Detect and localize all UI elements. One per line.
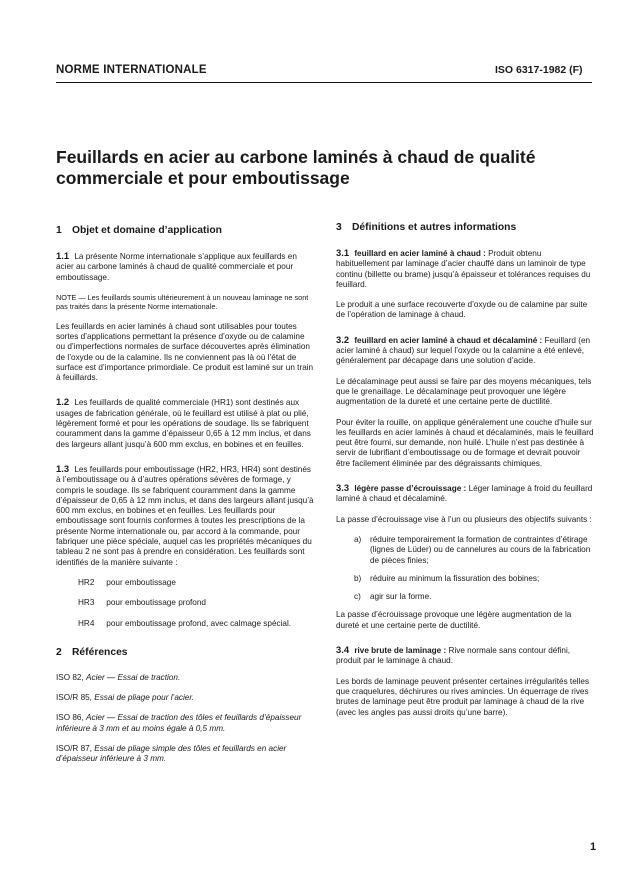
defined-term: rive brute de laminage : <box>354 646 447 656</box>
list-label: b) <box>354 573 362 583</box>
list-text: réduire au minimum la fissuration des bobines; <box>370 573 540 583</box>
reference-code: ISO 82, <box>56 672 84 682</box>
section-title: Références <box>72 646 128 658</box>
list-label: c) <box>354 592 361 602</box>
definition-paragraph: La passe d’écrouissage vise à l’un ou plusieurs des objectifs suivants : <box>336 514 592 524</box>
right-column <box>336 222 594 728</box>
general-paragraph: Les feuillards en acier laminés à chaud sont utilisables pour toutes sortes d’applications permettant la présence d’oxyde ou de calamine ou d’imperfections normales de surface découvertes après élimination de l’oxyde ou de la calamine. Ils ne conviennent pas là où l’état de surface est d’importance primordiale. Ce produit est laminé sur un train à feuillards. <box>56 321 314 383</box>
reference-item <box>56 693 314 703</box>
clause-number: 3.4 <box>336 644 350 656</box>
grade-desc: pour emboutissage profond, avec calmage spécial. <box>106 618 292 628</box>
clause-text: Les feuillards pour emboutissage (HR2, HR3, HR4) sont destinés à l’emboutissage ou à d’autres opérations sévères de formage, y compris le soudage. Ils se fabriquent couramment dans la gamme d’épaisseur de 0,65 à 12 mm inclus, et dans des largeurs allant jusqu’à 600 mm exclus, en bobines et en feuilles. Les feuillards pour emboutissage sont fournis conformes à toutes les prescriptions de la présente Norme internationale ou, par accord à la commande, pour fabriquer une pièce spéciale, auquel cas les propriétés mécaniques du tableau 2 ne sont pas à prendre en considération. Les feuillards sont identifiés de la manière suivante : <box>56 464 314 567</box>
section-number: 3 <box>336 222 342 233</box>
grade-row <box>78 578 314 588</box>
definition-paragraph: Pour éviter la rouille, on applique généralement une couche d’huile sur les feuillards en acier laminés à chaud et décalaminés, mais le feuillard peut être fourni, sur demande, non huilé. L’huile n’est pas destinée à servir de lubrifiant d’emboutissage ou de formage et devrait pouvoir être facilement éliminée par des dégraissants chimiques. <box>336 417 594 468</box>
reference-item <box>56 713 314 734</box>
definition-text: Léger laminage à froid du feuillard laminé à chaud et décalaminé. <box>336 484 593 504</box>
clause-number: 3.2 <box>336 333 350 345</box>
list-text: réduire temporairement la formation de contraintes d’étirage (lignes de Lüder) ou de cannelures au cours de la fabrication de pièces finies; <box>370 534 591 565</box>
clause-1-3 <box>56 464 314 568</box>
section-1-heading <box>56 225 314 237</box>
clause-text: La présente Norme internationale s’applique aux feuillards en acier au carbone laminés à chaud de qualité commerciale et pour emboutissage. <box>56 252 297 282</box>
grade-desc: pour emboutissage profond <box>106 598 206 608</box>
reference-item <box>56 744 314 765</box>
definition-3-4 <box>336 645 594 667</box>
reference-item <box>56 673 314 683</box>
definition-3-2 <box>336 335 594 367</box>
reference-title: Essai de pliage simple des tôles et feuillards en acier d’épaisseur inférieure à 3 mm. <box>56 744 287 764</box>
grade-desc: pour emboutissage <box>106 577 176 587</box>
grade-code: HR3 <box>78 598 95 608</box>
definition-3-1 <box>336 248 594 290</box>
objective-item <box>354 592 594 602</box>
objective-item <box>354 574 594 584</box>
section-2-heading <box>56 647 314 659</box>
left-column <box>56 225 314 775</box>
list-text: agir sur la forme. <box>370 592 432 602</box>
note: NOTE — Les feuillards soumis ultérieurement à un nouveau laminage ne sont pas traités dans la présente Norme internationale. <box>56 292 309 312</box>
section-title: Définitions et autres informations <box>352 222 517 233</box>
definition-text: Feuillard (en acier laminé à chaud) sur lequel l’oxyde ou la calamine a été enlevé, généralement par décapage dans une solution d’acide. <box>336 335 591 366</box>
defined-term: feuillard en acier laminé à chaud et décalaminé : <box>354 335 543 345</box>
definition-paragraph: Le produit a une surface recouverte d’oxyde ou de calamine par suite de l’opération de laminage à chaud. <box>336 300 588 320</box>
list-label: a) <box>354 534 362 544</box>
clause-text: Les feuillards de qualité commerciale (HR1) sont destinés aux usages de fabrication générale, où le feuillard est utilisé à plat ou plié, légèrement formé et pour les opérations de soudage. Ils se fabriquent couramment dans la gamme d’épaisseur 0,65 à 12 mm inclus, et dans des largeurs allant jusqu’à 600 mm exclus, en bobines et en feuilles. <box>56 398 311 449</box>
standard-type-label: NORME INTERNATIONALE <box>56 64 207 76</box>
definition-3-3 <box>336 483 594 505</box>
definition-paragraph: La passe d’écrouissage provoque une légère augmentation de la dureté et une certaine perte de ductilité. <box>336 610 572 630</box>
clause-number: 1.1 <box>56 250 70 261</box>
section-3-heading <box>336 222 594 234</box>
objective-item <box>354 535 594 566</box>
document-title: Feuillards en acier au carbone laminés à chaud de qualité commerciale et pour emboutissage <box>56 147 536 188</box>
header-rule <box>56 82 592 83</box>
clause-number: 1.2 <box>56 396 70 408</box>
grade-code: HR4 <box>78 618 95 628</box>
definition-text: Rive normale sans contour défini, produit par le laminage à chaud. <box>336 646 571 666</box>
grade-code: HR2 <box>78 577 95 587</box>
definition-text: Produit obtenu habituellement par laminage d’acier chauffé dans un laminoir de type continu (billette ou brame) jusqu’à épaisseur et tolérances requises du feuillard. <box>336 249 591 289</box>
reference-title: Acier — Essai de traction des tôles et feuillards d’épaisseur inférieure à 3 mm et au moins égale à 0,5 mm. <box>56 713 302 733</box>
definition-paragraph: Le décalaminage peut aussi se faire par des moyens mécaniques, tels que le grenaillage. Le décalaminage peut provoquer une légère augmentation de la dureté et une certaine perte de ductilité. <box>336 376 592 407</box>
grade-row <box>78 619 314 629</box>
reference-code: ISO/R 87, <box>56 744 92 754</box>
reference-title: Acier — Essai de traction. <box>86 672 181 682</box>
clause-number: 3.1 <box>336 247 350 258</box>
clause-number: 1.3 <box>56 462 70 474</box>
page-number: 1 <box>590 841 597 853</box>
reference-code: ISO 86, <box>56 713 84 723</box>
reference-title: Essai de pliage pour l’acier. <box>94 693 195 703</box>
section-title: Objet et domaine d’application <box>72 225 222 236</box>
section-number: 1 <box>56 225 62 236</box>
definition-paragraph: Les bords de laminage peuvent présenter certaines irrégularités telles que craquelures, déchirures ou rives amincies. Un équerrage de rives brutes de laminage peut être produit par laminage à chaud de la rive (avec les angles pas aussi droits qu’une barre). <box>336 676 590 717</box>
clause-1-1 <box>56 251 314 283</box>
reference-code: ISO/R 85, <box>56 693 92 703</box>
grade-row <box>78 598 314 608</box>
standard-number: ISO 6317-1982 (F) <box>495 64 583 76</box>
defined-term: feuillard en acier laminé à chaud : <box>354 249 486 258</box>
defined-term: légère passe d’écrouissage : <box>354 484 467 494</box>
clause-1-2 <box>56 397 314 449</box>
clause-number: 3.3 <box>336 482 350 494</box>
section-number: 2 <box>56 646 62 658</box>
